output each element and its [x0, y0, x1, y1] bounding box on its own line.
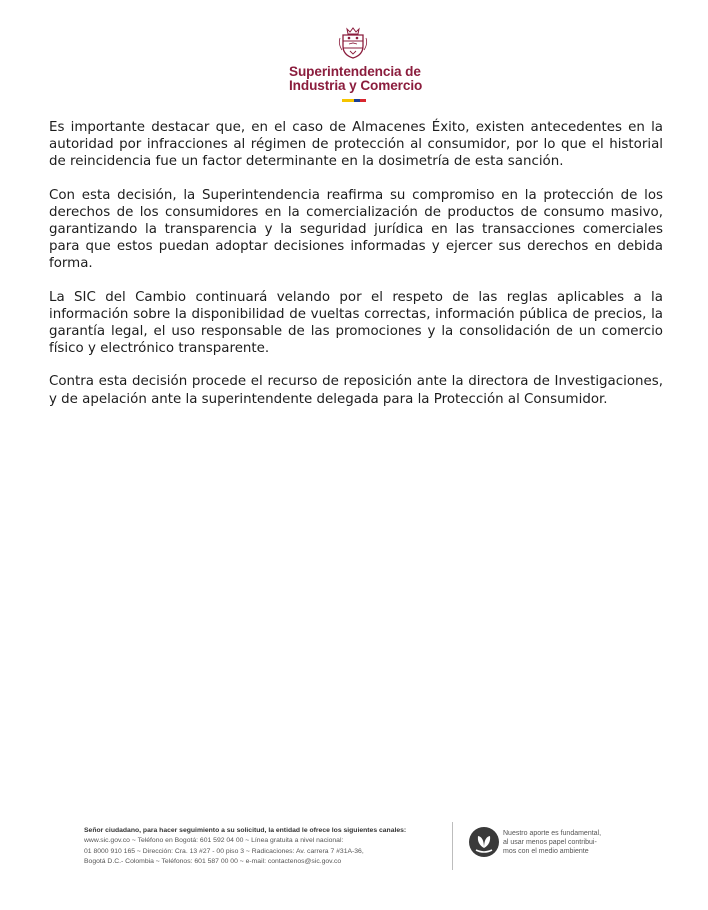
eco-line1: Nuestro aporte es fundamental,: [503, 830, 602, 837]
document-body: [49, 119, 663, 424]
footer-intro: Señor ciudadano, para hacer seguimiento a su solicitud, la entidad le ofrece los siguientes canales:: [84, 827, 407, 834]
footer-line3: Bogotá D.C.- Colombia ~ Teléfonos: 601 587 00 00 ~ e-mail: contactenos@sic.gov.co: [84, 858, 342, 866]
paragraph-compromiso: Con esta decisión, la Superintendencia reafirma su compromiso en la protección de los derechos de los consumidores en la comercialización de productos de consumo masivo, garantizando la transparencia y la seguridad jurídica en las transacciones comerciales para que estos puedan adoptar decisiones informadas y ejercer sus derechos en debida forma.: [49, 187, 663, 272]
footer-contact-info: [84, 826, 439, 868]
colombia-flag-bar: [342, 99, 366, 102]
footer-line2: 01 8000 910 165 ~ Dirección: Cra. 13 #27 - 00 piso 3 ~ Radicaciones: Av. carrera 7 #31A-36,: [84, 847, 364, 855]
paragraph-antecedentes: Es importante destacar que, en el caso de Almacenes Éxito, existen antecedentes en la autoridad por infracciones al régimen de protección al consumidor, por lo que el historial de reincidencia fue un factor determinante en la dosimetría de esta sanción.: [49, 120, 663, 170]
eco-line3: mos con el medio ambiente: [503, 848, 589, 856]
footer-divider: [452, 822, 453, 870]
eco-message: [503, 829, 623, 857]
page-footer: [0, 820, 708, 880]
eco-line2: al usar menos papel contribui-: [503, 839, 597, 847]
flag-red-stripe: [360, 99, 366, 102]
organization-name: [289, 65, 449, 93]
paragraph-recursos: Contra esta decisión procede el recurso de reposición ante la directora de Investigaciones, y de apelación ante la superintendente delegada para la Protección al Consumidor.: [49, 374, 663, 407]
org-name-line2: Industria y Comercio: [289, 78, 423, 93]
leaf-hand-eco-icon: [468, 826, 500, 858]
footer-line1: www.sic.gov.co ~ Teléfono en Bogotá: 601 592 04 00 ~ Línea gratuita a nivel nacional:: [84, 837, 344, 845]
letterhead: [0, 20, 708, 112]
paragraph-sic-cambio: La SIC del Cambio continuará velando por el respeto de las reglas aplicables a la información sobre la disponibilidad de vueltas correctas, información pública de precios, la garantía legal, el uso responsable de las promociones y la consolidación de un comercio físico y electrónico transparente.: [49, 289, 663, 357]
flag-yellow-stripe: [342, 99, 354, 102]
org-name-line1: Superintendencia de: [289, 64, 421, 79]
colombia-coat-of-arms-icon: [338, 26, 368, 60]
